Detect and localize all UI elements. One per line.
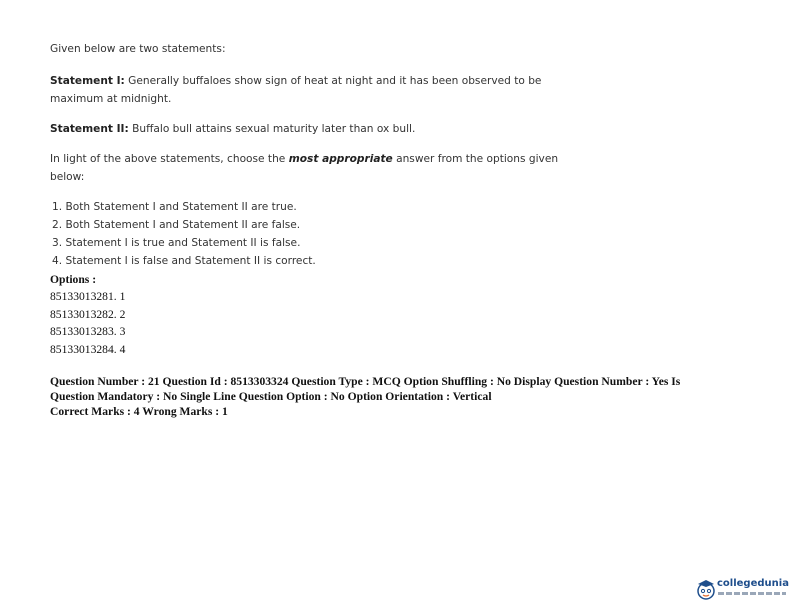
instruction-text <box>50 150 570 186</box>
statement-2-label: Statement II: <box>50 123 129 135</box>
intro-text: Given below are two statements: <box>50 43 226 55</box>
metadata-line-2: Question Mandatory : No Single Line Question Option : No Option Orientation : Vertical <box>50 390 492 403</box>
statement-1 <box>50 72 570 108</box>
graduate-mascot-icon <box>696 578 716 600</box>
collegedunia-logo <box>696 576 788 606</box>
metadata-line-3: Correct Marks : 4 Wrong Marks : 1 <box>50 405 228 418</box>
answer-option: 3. Statement I is true and Statement II is false. <box>52 237 301 249</box>
option-id: 85133013283. 3 <box>50 325 126 338</box>
instruction-emphasis: most appropriate <box>288 153 393 165</box>
answer-option: 1. Both Statement I and Statement II are true. <box>52 201 297 213</box>
options-heading: Options : <box>50 273 97 286</box>
logo-tagline <box>718 592 786 595</box>
answer-option: 4. Statement I is false and Statement II is correct. <box>52 255 316 267</box>
statement-2 <box>50 120 570 138</box>
statement-1-text: Generally buffaloes show sign of heat at night and it has been observed to be maximum at midnight. <box>50 75 542 105</box>
option-ids-list <box>50 288 125 358</box>
question-metadata <box>50 374 750 419</box>
answer-options-list <box>52 198 316 270</box>
logo-text: collegedunia <box>717 578 789 589</box>
option-id: 85133013282. 2 <box>50 307 126 321</box>
answer-option: 2. Both Statement I and Statement II are false. <box>52 219 301 231</box>
option-id: 85133013281. 1 <box>50 290 126 303</box>
instruction-pre: In light of the above statements, choose the <box>50 153 289 165</box>
statement-2-text: Buffalo bull attains sexual maturity later than ox bull. <box>128 123 416 135</box>
statement-1-label: Statement I: <box>50 75 125 87</box>
metadata-line-1: Question Number : 21 Question Id : 8513303324 Question Type : MCQ Option Shuffling : No Display Question Number : Yes Is <box>50 375 681 388</box>
option-id: 85133013284. 4 <box>50 342 126 356</box>
instruction-post: answer from the options given below: <box>50 153 559 183</box>
